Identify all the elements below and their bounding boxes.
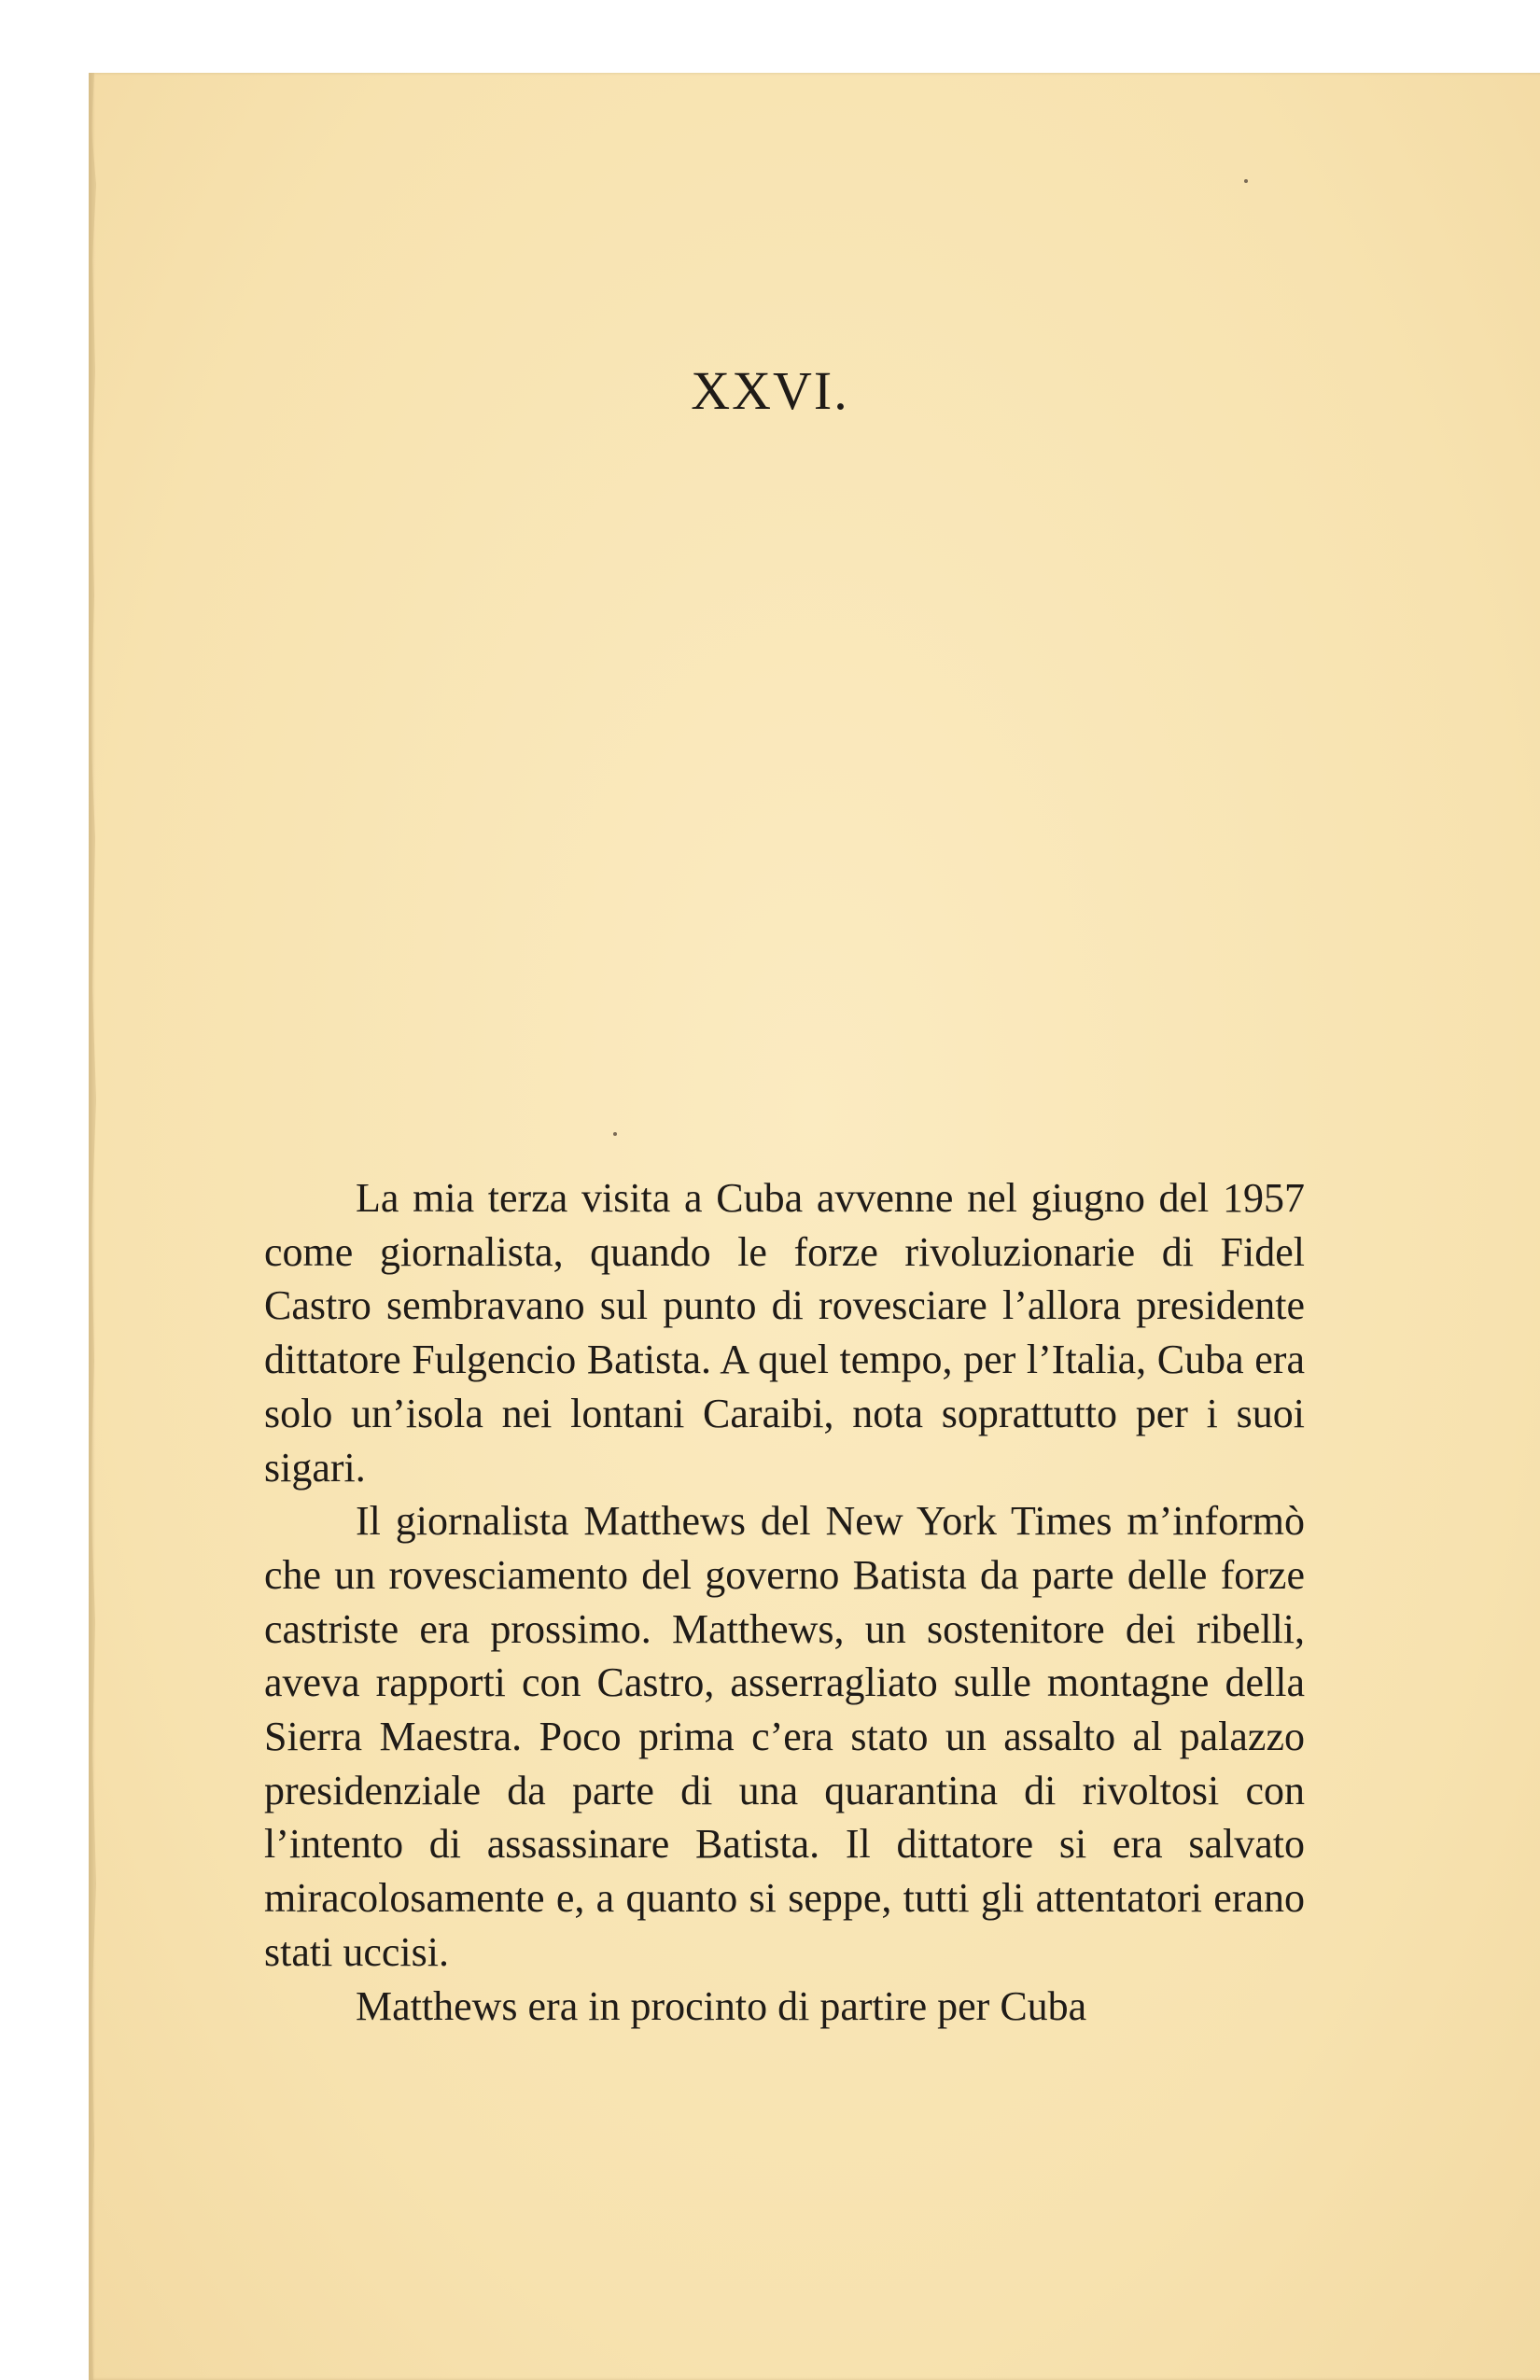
paper-speck xyxy=(1244,179,1248,183)
paragraph-1: La mia terza visita a Cuba avvenne nel giugno del 1957 come giornalista, quando le forze rivoluzionarie di Fidel Castro sembravano sul punto di rovesciare l’allora presidente dittatore Fulgencio Batista. A quel tempo, per l’Italia, Cuba era solo un’isola nei lontani Caraibi, nota soprattutto per i suoi sigari. xyxy=(264,1175,1305,1491)
paragraph-3: Matthews era in procinto di partire per Cuba xyxy=(356,1982,1087,2029)
paragraph-2: Il giornalista Matthews del New York Times m’informò che un rovesciamento del governo Batista da parte delle forze castriste era prossimo. Matthews, un sostenitore dei ribelli, aveva rapporti con Castro, asserragliato sulle montagne della Sierra Maestra. Poco prima c’era stato un assalto al palazzo presidenziale da parte di una quarantina di rivoltosi con l’intento di assassinare Batista. Il dittatore si era salvato miracolosamente e, a quanto si seppe, tutti gli attentatori erano stati uccisi. xyxy=(264,1498,1305,1975)
chapter-heading: XXVI. xyxy=(691,360,849,421)
body-text xyxy=(264,1171,1305,2033)
paper-speck xyxy=(613,1132,617,1136)
